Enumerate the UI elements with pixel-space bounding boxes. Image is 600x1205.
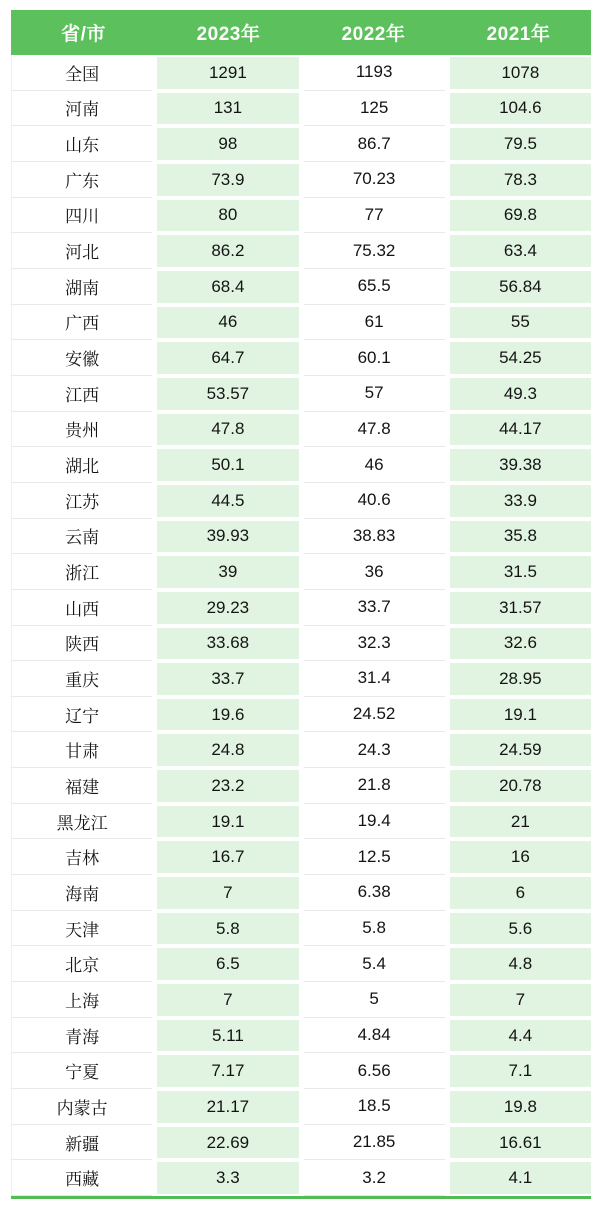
province-cell: 青海 xyxy=(11,1018,152,1054)
column-header-province: 省/市 xyxy=(61,24,106,45)
value-cell: 5.6 xyxy=(450,911,591,947)
province-cell: 广西 xyxy=(11,305,152,341)
value-cell: 5.4 xyxy=(304,946,445,982)
value-cell: 21.8 xyxy=(304,768,445,804)
value-cell: 7.17 xyxy=(157,1053,298,1089)
value-cell: 4.84 xyxy=(304,1018,445,1054)
value-cell: 86.2 xyxy=(157,233,298,269)
column-header-2023: 2023年 xyxy=(196,24,261,45)
province-cell: 天津 xyxy=(11,911,152,947)
province-cell: 宁夏 xyxy=(11,1053,152,1089)
province-year-table xyxy=(11,10,591,1199)
value-cell: 6.56 xyxy=(304,1053,445,1089)
value-cell: 4.1 xyxy=(450,1160,591,1196)
value-cell: 50.1 xyxy=(157,447,298,483)
province-cell: 山西 xyxy=(11,590,152,626)
value-cell: 69.8 xyxy=(450,198,591,234)
value-cell: 3.2 xyxy=(304,1160,445,1196)
value-cell: 46 xyxy=(304,447,445,483)
value-cell: 49.3 xyxy=(450,376,591,412)
value-cell: 7.1 xyxy=(450,1053,591,1089)
value-cell: 31.5 xyxy=(450,554,591,590)
value-cell: 6 xyxy=(450,875,591,911)
province-cell: 海南 xyxy=(11,875,152,911)
value-cell: 16.7 xyxy=(157,839,298,875)
province-cell: 陕西 xyxy=(11,626,152,662)
value-cell: 77 xyxy=(304,198,445,234)
value-cell: 20.78 xyxy=(450,768,591,804)
value-cell: 29.23 xyxy=(157,590,298,626)
value-cell: 44.5 xyxy=(157,483,298,519)
value-cell: 16 xyxy=(450,839,591,875)
value-cell: 7 xyxy=(157,982,298,1018)
value-cell: 21 xyxy=(450,804,591,840)
value-cell: 19.1 xyxy=(157,804,298,840)
province-cell: 北京 xyxy=(11,946,152,982)
column-header-2021: 2021年 xyxy=(486,24,551,45)
value-cell: 24.59 xyxy=(450,732,591,768)
province-cell: 安徽 xyxy=(11,340,152,376)
value-cell: 54.25 xyxy=(450,340,591,376)
value-cell: 33.7 xyxy=(304,590,445,626)
value-cell: 63.4 xyxy=(450,233,591,269)
value-cell: 56.84 xyxy=(450,269,591,305)
value-cell: 6.5 xyxy=(157,946,298,982)
value-cell: 24.8 xyxy=(157,732,298,768)
province-cell: 福建 xyxy=(11,768,152,804)
value-cell: 19.4 xyxy=(304,804,445,840)
value-cell: 57 xyxy=(304,376,445,412)
value-cell: 68.4 xyxy=(157,269,298,305)
value-cell: 65.5 xyxy=(304,269,445,305)
value-cell: 131 xyxy=(157,91,298,127)
value-cell: 21.17 xyxy=(157,1089,298,1125)
value-cell: 104.6 xyxy=(450,91,591,127)
value-cell: 1291 xyxy=(157,55,298,91)
province-cell: 江苏 xyxy=(11,483,152,519)
province-cell: 内蒙古 xyxy=(11,1089,152,1125)
value-cell: 40.6 xyxy=(304,483,445,519)
value-cell: 75.32 xyxy=(304,233,445,269)
province-cell: 上海 xyxy=(11,982,152,1018)
value-cell: 4.8 xyxy=(450,946,591,982)
value-cell: 31.4 xyxy=(304,661,445,697)
province-cell: 浙江 xyxy=(11,554,152,590)
value-cell: 98 xyxy=(157,126,298,162)
value-cell: 19.1 xyxy=(450,697,591,733)
value-cell: 70.23 xyxy=(304,162,445,198)
value-cell: 79.5 xyxy=(450,126,591,162)
value-cell: 21.85 xyxy=(304,1125,445,1161)
value-cell: 23.2 xyxy=(157,768,298,804)
value-cell: 46 xyxy=(157,305,298,341)
value-cell: 12.5 xyxy=(304,839,445,875)
province-cell: 四川 xyxy=(11,198,152,234)
value-cell: 6.38 xyxy=(304,875,445,911)
province-cell: 河南 xyxy=(11,91,152,127)
value-cell: 33.9 xyxy=(450,483,591,519)
value-cell: 44.17 xyxy=(450,412,591,448)
value-cell: 47.8 xyxy=(157,412,298,448)
value-cell: 86.7 xyxy=(304,126,445,162)
value-cell: 16.61 xyxy=(450,1125,591,1161)
value-cell: 61 xyxy=(304,305,445,341)
province-cell: 河北 xyxy=(11,233,152,269)
province-cell: 辽宁 xyxy=(11,697,152,733)
province-cell: 湖南 xyxy=(11,269,152,305)
value-cell: 47.8 xyxy=(304,412,445,448)
value-cell: 80 xyxy=(157,198,298,234)
value-cell: 1193 xyxy=(304,55,445,91)
value-cell: 28.95 xyxy=(450,661,591,697)
value-cell: 5.8 xyxy=(304,911,445,947)
value-cell: 36 xyxy=(304,554,445,590)
province-cell: 甘肃 xyxy=(11,732,152,768)
value-cell: 78.3 xyxy=(450,162,591,198)
province-cell: 新疆 xyxy=(11,1125,152,1161)
value-cell: 39 xyxy=(157,554,298,590)
value-cell: 3.3 xyxy=(157,1160,298,1196)
value-cell: 38.83 xyxy=(304,519,445,555)
value-cell: 39.93 xyxy=(157,519,298,555)
value-cell: 39.38 xyxy=(450,447,591,483)
value-cell: 7 xyxy=(450,982,591,1018)
value-cell: 55 xyxy=(450,305,591,341)
table-header-row xyxy=(11,10,591,55)
value-cell: 35.8 xyxy=(450,519,591,555)
value-cell: 5.8 xyxy=(157,911,298,947)
value-cell: 73.9 xyxy=(157,162,298,198)
value-cell: 125 xyxy=(304,91,445,127)
value-cell: 24.52 xyxy=(304,697,445,733)
province-cell: 吉林 xyxy=(11,839,152,875)
value-cell: 5 xyxy=(304,982,445,1018)
province-cell: 贵州 xyxy=(11,412,152,448)
province-cell: 云南 xyxy=(11,519,152,555)
value-cell: 5.11 xyxy=(157,1018,298,1054)
value-cell: 1078 xyxy=(450,55,591,91)
province-cell: 山东 xyxy=(11,126,152,162)
value-cell: 60.1 xyxy=(304,340,445,376)
value-cell: 18.5 xyxy=(304,1089,445,1125)
value-cell: 24.3 xyxy=(304,732,445,768)
province-cell: 西藏 xyxy=(11,1160,152,1196)
province-cell: 湖北 xyxy=(11,447,152,483)
value-cell: 64.7 xyxy=(157,340,298,376)
value-cell: 31.57 xyxy=(450,590,591,626)
value-cell: 33.7 xyxy=(157,661,298,697)
value-cell: 19.8 xyxy=(450,1089,591,1125)
value-cell: 19.6 xyxy=(157,697,298,733)
table-body xyxy=(11,55,591,1199)
value-cell: 7 xyxy=(157,875,298,911)
value-cell: 53.57 xyxy=(157,376,298,412)
province-cell: 黑龙江 xyxy=(11,804,152,840)
value-cell: 22.69 xyxy=(157,1125,298,1161)
value-cell: 4.4 xyxy=(450,1018,591,1054)
province-cell: 全国 xyxy=(11,55,152,91)
value-cell: 32.6 xyxy=(450,626,591,662)
column-header-2022: 2022年 xyxy=(341,24,406,45)
province-cell: 广东 xyxy=(11,162,152,198)
province-cell: 江西 xyxy=(11,376,152,412)
value-cell: 32.3 xyxy=(304,626,445,662)
value-cell: 33.68 xyxy=(157,626,298,662)
province-cell: 重庆 xyxy=(11,661,152,697)
